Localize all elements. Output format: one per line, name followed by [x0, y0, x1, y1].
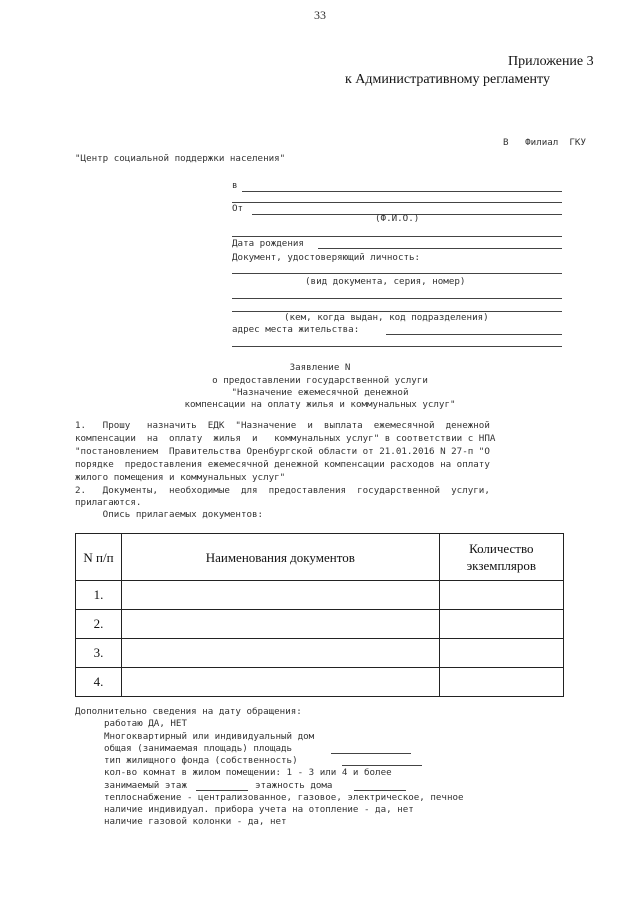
to-prefix: в — [232, 180, 238, 191]
row-name[interactable] — [121, 639, 439, 668]
appendix-title: Приложение 3 — [508, 54, 594, 69]
row-qty[interactable] — [439, 610, 563, 639]
additional-floor: занимаемый этаж — [104, 780, 187, 791]
table-row — [76, 610, 564, 639]
document-label: Документ, удостоверяющий личность: — [232, 252, 421, 263]
floors-total-line — [354, 790, 406, 791]
to-line-2 — [232, 202, 562, 203]
title-line3: "Назначение ежемесячной денежной — [231, 387, 409, 398]
body-line-6: 2. Документы, необходимые для предоставления государственной услуги, — [75, 485, 490, 496]
additional-area: общая (занимаемая площадь) площадь — [104, 743, 293, 754]
header-qty — [439, 534, 563, 581]
body-line-8: Опись прилагаемых документов: — [75, 509, 264, 520]
issued-line-1 — [232, 298, 562, 299]
blank-line-1 — [232, 236, 562, 237]
row-name[interactable] — [121, 581, 439, 610]
additional-floors-total: этажность дома — [255, 780, 333, 791]
body-line-1: 1. Прошу назначить ЕДК "Назначение и выплата ежемесячной денежной — [75, 420, 490, 431]
floor-line — [196, 790, 248, 791]
title-line4: компенсации на оплату жилья и коммунальных услуг" — [184, 399, 456, 410]
fio-label: (Ф.И.О.) — [375, 213, 420, 224]
page-number: 33 — [314, 8, 326, 22]
additional-house-type: Многоквартирный или индивидуальный дом — [104, 731, 315, 742]
header-qty-line2: экземпляров — [466, 558, 537, 573]
row-name[interactable] — [121, 610, 439, 639]
additional-heading: Дополнительно сведения на дату обращения: — [75, 706, 302, 717]
body-line-5: жилого помещения и коммунальных услуг" — [75, 472, 286, 483]
row-num: 2. — [76, 610, 122, 639]
address-line — [386, 334, 562, 335]
row-num: 3. — [76, 639, 122, 668]
addressee-line1: В Филиал ГКУ — [503, 137, 586, 148]
additional-heating: теплоснабжение - централизованное, газовое, электрическое, печное — [104, 792, 464, 803]
documents-table — [75, 533, 564, 697]
table-row — [76, 639, 564, 668]
title-line2: о предоставлении государственной услуги — [212, 375, 428, 386]
title-line1: Заявление N — [289, 362, 351, 373]
issued-label: (кем, когда выдан, код подразделения) — [284, 312, 489, 323]
header-qty-line1: Количество — [469, 541, 534, 556]
address-label: адрес места жительства: — [232, 324, 360, 335]
appendix-subtitle: к Административному регламенту — [345, 72, 550, 87]
table-row — [76, 668, 564, 697]
row-qty[interactable] — [439, 639, 563, 668]
body-line-3: "постановлением Правительства Оренбургской области от 21.01.2016 N 27-п "О — [75, 446, 490, 457]
birth-line — [318, 248, 562, 249]
row-num: 1. — [76, 581, 122, 610]
additional-rooms: кол-во комнат в жилом помещении: 1 - 3 или 4 и более — [104, 767, 392, 778]
header-name: Наименования документов — [121, 534, 439, 581]
addressee-line2: "Центр социальной поддержки населения" — [75, 153, 286, 164]
header-num: N п/п — [76, 534, 122, 581]
doc-type-label: (вид документа, серия, номер) — [305, 276, 466, 287]
area-line — [331, 753, 411, 754]
additional-gas-column: наличие газовой колонки - да, нет — [104, 816, 287, 827]
body-line-7: прилагаются. — [75, 497, 142, 508]
address-line-2 — [232, 346, 562, 347]
row-name[interactable] — [121, 668, 439, 697]
table-header-row — [76, 534, 564, 581]
to-line — [242, 191, 562, 192]
body-line-4: порядке предоставления ежемесячной денежной компенсации расходов на оплату — [75, 459, 490, 470]
additional-fund-type: тип жилищного фонда (собственность) — [104, 755, 298, 766]
row-qty[interactable] — [439, 581, 563, 610]
birth-label: Дата рождения — [232, 238, 304, 249]
row-qty[interactable] — [439, 668, 563, 697]
document-line — [232, 273, 562, 274]
additional-meter: наличие индивидуал. прибора учета на отопление - да, нет — [104, 804, 414, 815]
additional-works: работаю ДА, НЕТ — [104, 718, 187, 729]
from-label: От — [232, 203, 244, 214]
row-num: 4. — [76, 668, 122, 697]
body-line-2: компенсации на оплату жилья и коммунальных услуг" в соответствии с НПА — [75, 433, 496, 444]
fund-line — [342, 765, 422, 766]
table-row — [76, 581, 564, 610]
